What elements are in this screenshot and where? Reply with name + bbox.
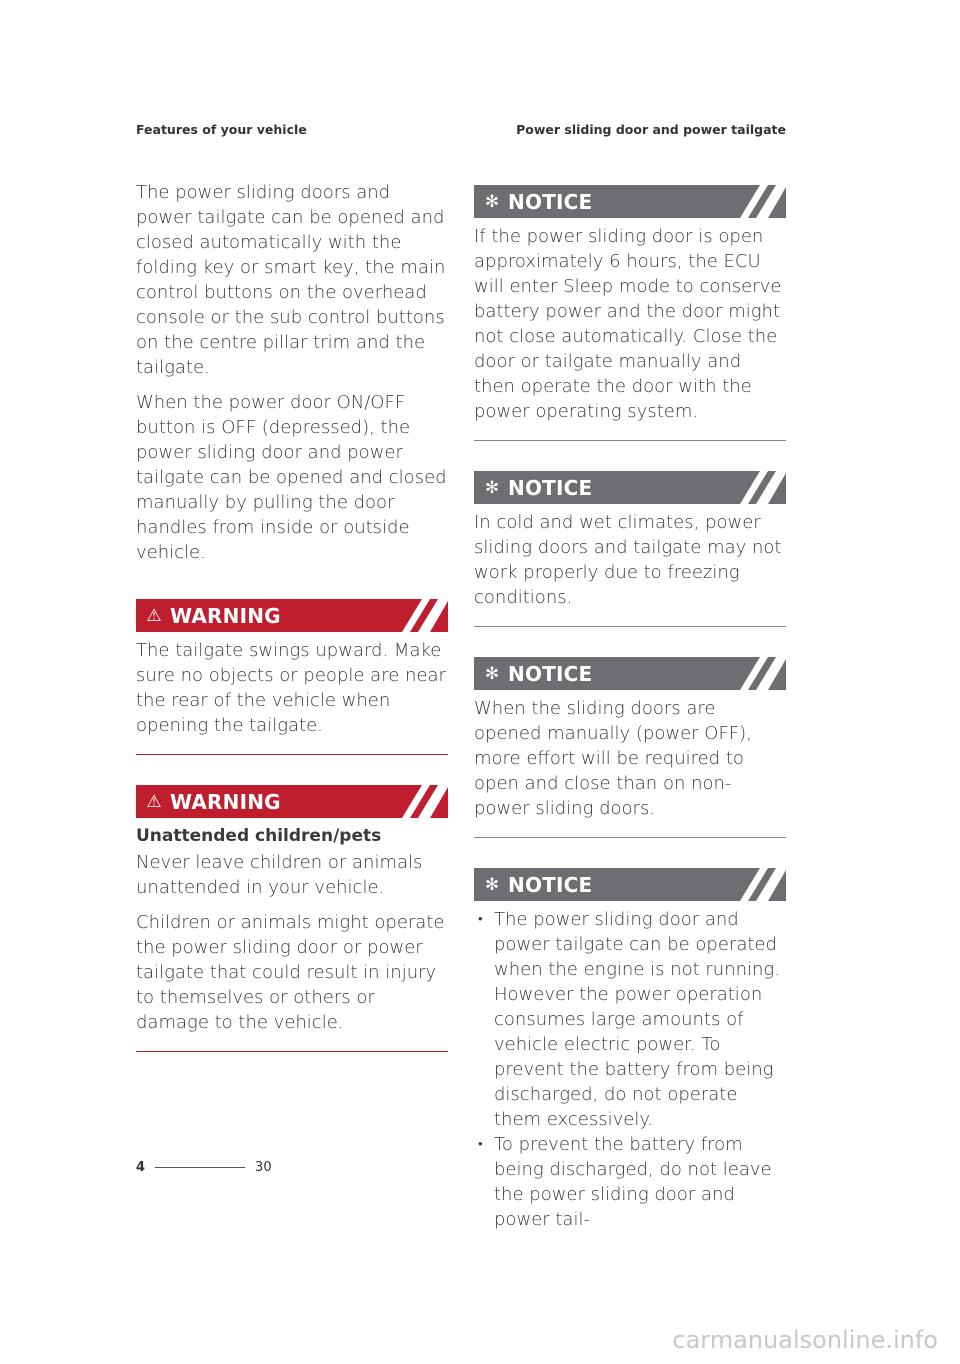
page-number: 30 — [255, 1160, 272, 1175]
list-item: • To prevent the battery from being discharged, do not leave the power sliding door and power tail- — [474, 1132, 786, 1232]
banner-stripes-decoration — [716, 657, 786, 690]
notice-text: If the power sliding door is open approximately 6 hours, the ECU will enter Sleep mode to conserve battery power and the door might not close automatically. Close the door or tailgate manually and then operate the door with the power operating system. — [474, 226, 782, 422]
asterisk-icon: ✻ — [484, 191, 500, 212]
warning-text: The tailgate swings upward. Make sure no objects or people are near the rear of the vehicle when opening the tailgate. — [136, 640, 446, 736]
warning-banner — [136, 599, 448, 632]
asterisk-icon: ✻ — [484, 874, 500, 895]
watermark: carmanualsonline.info — [672, 1326, 938, 1354]
notice-banner — [474, 868, 786, 901]
footer-divider — [155, 1167, 245, 1168]
notice-bullet-list — [474, 907, 786, 1232]
notice-title: NOTICE — [508, 661, 593, 686]
notice-banner — [474, 185, 786, 218]
page-footer — [136, 1160, 272, 1175]
warning-end-rule — [136, 1051, 448, 1052]
warning-subheading: Unattended children/pets — [136, 826, 382, 846]
asterisk-icon: ✻ — [484, 477, 500, 498]
manual-operation-paragraph: When the power door ON/OFF button is OFF (depressed), the power sliding door and power tailgate can be opened and closed manually by pulling the door handles from inside or outside vehicle. — [136, 392, 447, 563]
asterisk-icon: ✻ — [484, 663, 500, 684]
banner-stripes-decoration — [716, 471, 786, 504]
notice-title: NOTICE — [508, 872, 593, 897]
warning-title: WARNING — [170, 603, 281, 628]
notice-banner — [474, 471, 786, 504]
left-column — [136, 180, 448, 1052]
chapter-number: 4 — [136, 1160, 146, 1175]
right-column — [474, 185, 786, 1232]
notice-title: NOTICE — [508, 189, 593, 214]
banner-stripes-decoration — [378, 599, 448, 632]
warning-title: WARNING — [170, 789, 281, 814]
running-header-topic: Power sliding door and power tailgate — [516, 122, 786, 137]
banner-stripes-decoration — [716, 185, 786, 218]
notice-title: NOTICE — [508, 475, 593, 500]
banner-stripes-decoration — [716, 868, 786, 901]
warning-banner — [136, 785, 448, 818]
warning-triangle-icon: ⚠ — [146, 605, 162, 626]
warning-text: Never leave children or animals unattended in your vehicle. — [136, 852, 423, 898]
running-header-section: Features of your vehicle — [136, 122, 307, 137]
notice-text: In cold and wet climates, power sliding doors and tailgate may not work properly due to freezing conditions. — [474, 512, 782, 608]
notice-text: When the sliding doors are opened manually (power OFF), more effort will be required to open and close than on non-power sliding doors. — [474, 698, 752, 819]
notice-banner — [474, 657, 786, 690]
intro-paragraph: The power sliding doors and power tailgate can be opened and closed automatically with the folding key or smart key, the main control buttons on the overhead console or the sub control buttons on the centre pillar trim and the tailgate. — [136, 182, 446, 378]
banner-stripes-decoration — [378, 785, 448, 818]
warning-text: Children or animals might operate the power sliding door or power tailgate that could result in injury to themselves or others or damage to the vehicle. — [136, 912, 445, 1033]
warning-triangle-icon: ⚠ — [146, 791, 162, 812]
list-item: • The power sliding door and power tailgate can be operated when the engine is not running. However the power operation consumes large amounts of vehicle electric power. To prevent the battery from being discharged, do not operate them excessively. — [474, 907, 786, 1132]
